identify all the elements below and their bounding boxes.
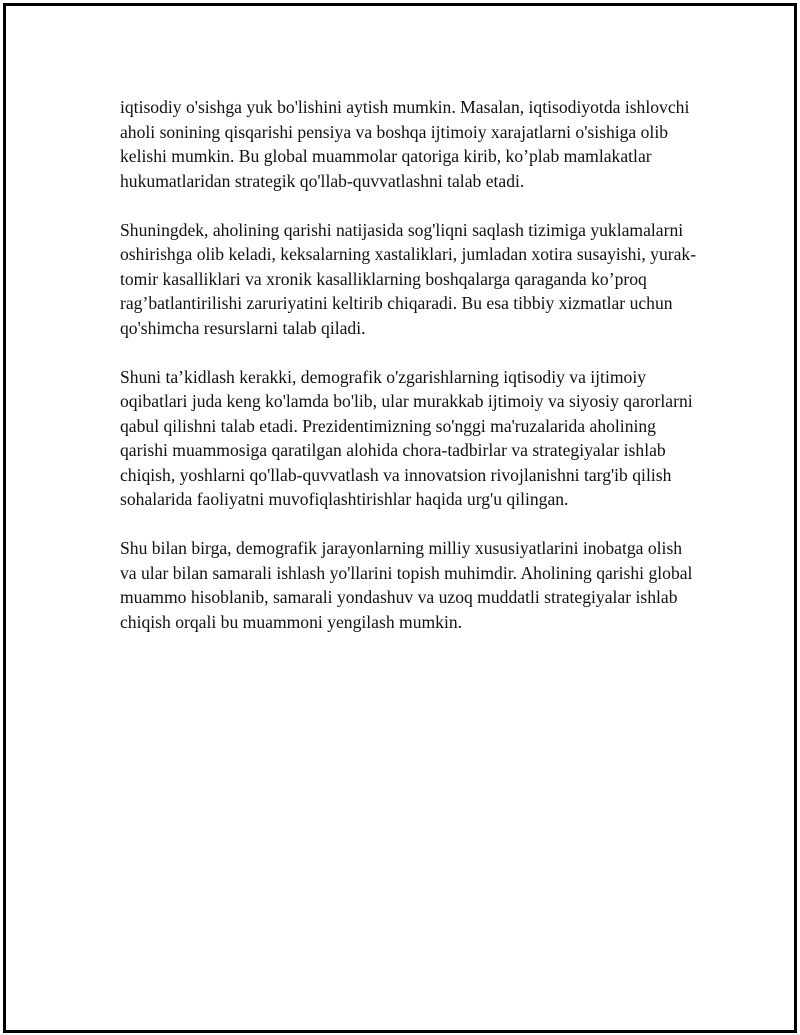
paragraph-2: Shuningdek, aholining qarishi natijasida sog'liqni saqlash tizimiga yuklamalarni oshirishga olib keladi, keksalarning xastaliklari, jumladan xotira susayishi, yurak-tomir kasalliklari va xronik kasalliklarning boshqalarga qaraganda ko’proq rag’batlantirilishi zaruriyatini keltirib chiqaradi. Bu esa tibbiy xizmatlar uchun qo'shimcha resurslarni talab qiladi. <box>120 219 697 338</box>
paragraph-3: Shuni ta’kidlash kerakki, demografik o'zgarishlarning iqtisodiy va ijtimoiy oqibatlari juda keng ko'lamda bo'lib, ular murakkab ijtimoiy va siyosiy qarorlarni qabul qilishni talab etadi. Prezidentimizning so'nggi ma'ruzalarida aholining qarishi muammosiga qaratilgan alohida chora-tadbirlar va strategiyalar ishlab chiqish, yoshlarni qo'llab-quvvatlash va innovatsion rivojlanishni targ'ib qilish sohalarida faoliyatni muvofiqlashtirishlar haqida urg'u qilingan. <box>120 366 693 509</box>
document-body <box>120 95 700 659</box>
paragraph-4: Shu bilan birga, demografik jarayonlarning milliy xususiyatlarini inobatga olish va ular bilan samarali ishlash yo'llarini topish muhimdir. Aholining qarishi global muammo hisoblanib, samarali yondashuv va uzoq muddatli strategiyalar ishlab chiqish orqali bu muammoni yengilash mumkin. <box>120 538 693 632</box>
paragraph-1: iqtisodiy o'sishga yuk bo'lishini aytish mumkin. Masalan, iqtisodiyotda ishlovchi aholi sonining qisqarishi pensiya va boshqa ijtimoiy xarajatlarni o'sishiga olib kelishi mumkin. Bu global muammolar qatoriga kirib, ko’plab mamlakatlar hukumatlaridan strategik qo'llab-quvvatlashni talab etadi. <box>120 97 690 191</box>
page-frame <box>3 3 797 1033</box>
